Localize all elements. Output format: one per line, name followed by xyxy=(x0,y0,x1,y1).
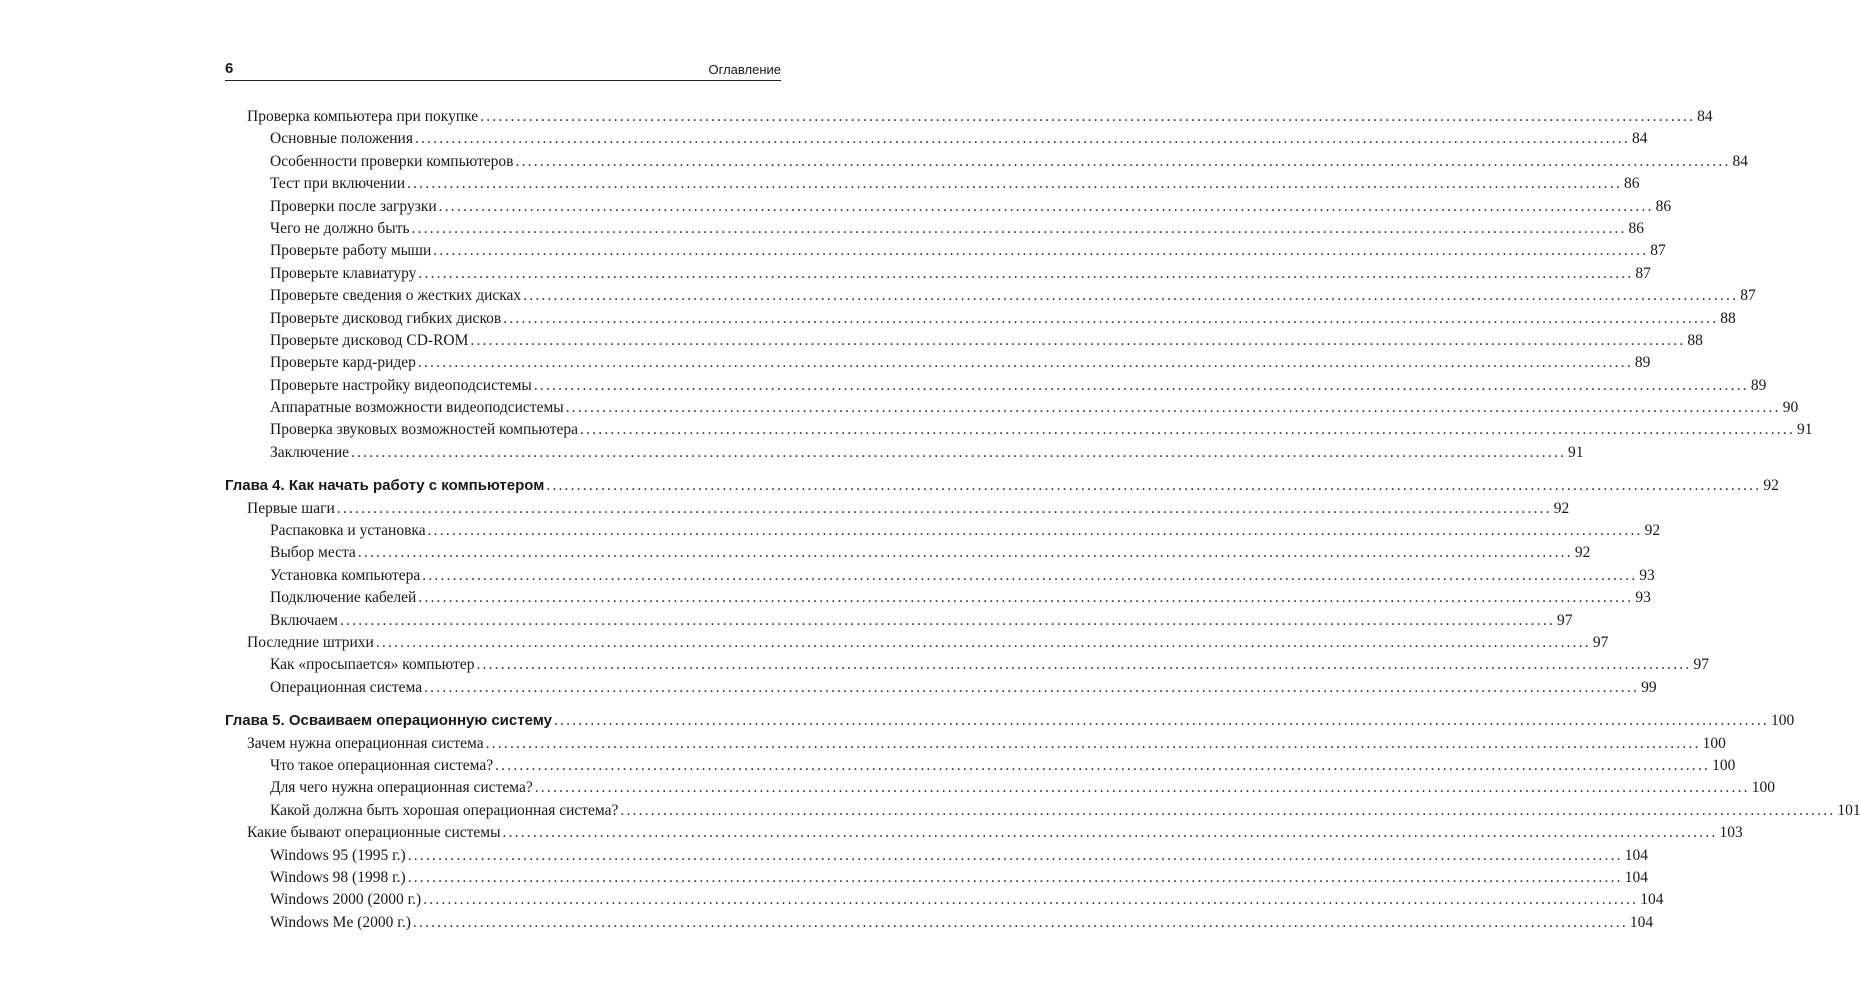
toc-entry-title: Чего не должно быть xyxy=(270,219,410,237)
toc-entry xyxy=(225,375,1767,397)
chapter-gap xyxy=(225,699,781,710)
dot-leader: ........................................................................................................................................................................................................ xyxy=(502,824,1718,842)
dot-leader: ........................................................................................................................................................................................................ xyxy=(407,175,1623,193)
toc-entry-title: Тест при включении xyxy=(270,175,406,193)
toc-entry-page: 84 xyxy=(1631,130,1648,148)
toc-entry-page: 104 xyxy=(1629,913,1654,931)
toc-entry xyxy=(225,733,1726,755)
toc-entry-page: 86 xyxy=(1655,197,1672,215)
dot-leader: ........................................................................................................................................................................................................ xyxy=(565,399,1781,417)
toc-entry xyxy=(225,151,1749,173)
toc-entry xyxy=(225,822,1743,844)
toc-entry xyxy=(225,867,1648,889)
toc-entry-page: 91 xyxy=(1797,421,1813,439)
dot-leader: ........................................................................................................................................................................................................ xyxy=(476,656,1692,674)
dot-leader: ........................................................................................................................................................................................................ xyxy=(503,309,1719,327)
dot-leader: ........................................................................................................................................................................................................ xyxy=(375,633,1591,651)
toc-entry xyxy=(225,106,1713,128)
dot-leader: ........................................................................................................................................................................................................ xyxy=(495,756,1711,774)
toc-entry xyxy=(225,173,1640,195)
dot-leader: ........................................................................................................................................................................................................ xyxy=(417,354,1633,372)
toc-entry xyxy=(225,442,1584,464)
toc-entry-page: 86 xyxy=(1624,175,1640,193)
toc-entry-title: Проверьте кард-ридер xyxy=(270,354,416,372)
dot-leader: ........................................................................................................................................................................................................ xyxy=(418,264,1634,282)
toc-entry xyxy=(225,285,1756,307)
toc-entry-page: 88 xyxy=(1720,309,1736,327)
toc-entry-page: 97 xyxy=(1592,633,1609,651)
toc-entry-title: Выбор места xyxy=(270,544,356,562)
toc-entry-title: Распаковка и установка xyxy=(270,522,426,540)
toc-entry xyxy=(225,542,1591,564)
dot-leader: ........................................................................................................................................................................................................ xyxy=(427,522,1643,540)
toc-entry-page: 104 xyxy=(1624,868,1648,886)
toc-entry-page: 90 xyxy=(1782,399,1799,417)
toc-entry xyxy=(225,912,1654,934)
toc-entry xyxy=(225,128,1648,150)
dot-leader: ........................................................................................................................................................................................................ xyxy=(433,242,1649,260)
dot-leader: ........................................................................................................................................................................................................ xyxy=(414,130,1630,148)
dot-leader: ........................................................................................................................................................................................................ xyxy=(357,544,1573,562)
dot-leader: ........................................................................................................................................................................................................ xyxy=(515,152,1731,170)
toc-entry xyxy=(225,352,1651,374)
toc-entry-page: 86 xyxy=(1628,219,1645,237)
toc-entry-page: 87 xyxy=(1740,287,1756,305)
toc-entry-title: Зачем нужна операционная система xyxy=(247,734,484,752)
toc-entry xyxy=(225,308,1736,330)
toc-entry xyxy=(225,610,1573,632)
toc-entry xyxy=(225,498,1570,520)
toc-entry xyxy=(225,263,1651,285)
dot-leader: ........................................................................................................................................................................................................ xyxy=(533,376,1749,394)
toc-entry-page: 100 xyxy=(1712,756,1736,774)
toc-entry xyxy=(225,632,1609,654)
toc-entry-title: Аппаратные возможности видеоподсистемы xyxy=(270,399,564,417)
toc-chapter-entry xyxy=(225,475,1779,497)
toc-entry-page: 104 xyxy=(1640,891,1664,909)
dot-leader: ........................................................................................................................................................................................................ xyxy=(480,108,1696,125)
toc-entry-title: Глава 5. Осваиваем операционную систему xyxy=(225,712,552,730)
toc-entry-page: 92 xyxy=(1574,544,1591,562)
toc-entry xyxy=(225,587,1651,609)
toc-entry-title: Проверки после загрузки xyxy=(270,197,437,215)
dot-leader: ........................................................................................................................................................................................................ xyxy=(424,678,1640,696)
toc-entry xyxy=(225,419,1813,441)
toc-entry-title: Windows 98 (1998 г.) xyxy=(270,868,406,886)
toc-entry xyxy=(225,520,1661,542)
dot-leader: ........................................................................................................................................................................................................ xyxy=(336,499,1552,517)
toc-entry-page: 100 xyxy=(1702,734,1726,752)
toc-entry-title: Проверьте дисковод гибких дисков xyxy=(270,309,502,327)
toc-entry-title: Подключение кабелей xyxy=(270,589,417,607)
toc-entry-page: 97 xyxy=(1556,611,1573,629)
toc-entry-page: 99 xyxy=(1641,678,1657,696)
page-number: 6 xyxy=(225,60,234,77)
toc-entry-title: Первые шаги xyxy=(247,499,335,517)
toc-entry-page: 92 xyxy=(1763,477,1779,495)
dot-leader: ........................................................................................................................................................................................................ xyxy=(411,219,1627,237)
dot-leader: ........................................................................................................................................................................................................ xyxy=(412,913,1628,931)
toc-entry-title: Глава 4. Как начать работу с компьютером xyxy=(225,477,545,495)
toc-entry xyxy=(225,654,1709,676)
toc-entry-title: Заключение xyxy=(270,443,350,461)
toc-entry-page: 97 xyxy=(1693,656,1709,674)
toc-entry-page: 100 xyxy=(1770,712,1795,730)
book-page xyxy=(225,56,1861,956)
toc-entry-title: Для чего нужна операционная система? xyxy=(270,779,533,797)
dot-leader: ........................................................................................................................................................................................................ xyxy=(339,611,1555,629)
toc-entry-page: 84 xyxy=(1697,108,1713,125)
dot-leader: ........................................................................................................................................................................................................ xyxy=(418,589,1634,607)
page-header xyxy=(225,56,781,81)
toc-entry-page: 103 xyxy=(1719,824,1743,842)
toc-entry-page: 88 xyxy=(1687,331,1703,349)
toc-entry xyxy=(225,196,1672,218)
toc-entry-page: 89 xyxy=(1634,354,1651,372)
chapter-gap xyxy=(225,464,781,475)
toc-entry-title: Проверьте дисковод CD-ROM xyxy=(270,331,469,349)
toc-entry-title: Последние штрихи xyxy=(247,633,374,651)
toc-entry-title: Как «просыпается» компьютер xyxy=(270,656,475,674)
dot-leader: ........................................................................................................................................................................................................ xyxy=(351,443,1567,461)
dot-leader: ........................................................................................................................................................................................................ xyxy=(407,846,1623,864)
dot-leader: ........................................................................................................................................................................................................ xyxy=(423,891,1639,909)
toc-entry-title: Проверьте настройку видеоподсистемы xyxy=(270,376,532,394)
toc-entry-page: 104 xyxy=(1624,846,1648,864)
toc-entry-title: Проверьте сведения о жестких дисках xyxy=(270,287,522,305)
toc-entry-page: 92 xyxy=(1553,499,1570,517)
dot-leader: ........................................................................................................................................................................................................ xyxy=(485,734,1701,752)
toc-entry-page: 87 xyxy=(1635,264,1651,282)
dot-leader: ........................................................................................................................................................................................................ xyxy=(470,331,1686,349)
toc-entry-title: Основные положения xyxy=(270,130,413,148)
dot-leader: ........................................................................................................................................................................................................ xyxy=(620,801,1836,819)
running-title: Оглавление xyxy=(708,62,781,77)
toc-entry xyxy=(225,240,1666,262)
toc-entry-title: Что такое операционная система? xyxy=(270,756,494,774)
toc-entry-page: 91 xyxy=(1568,443,1584,461)
toc-entry-title: Windows 95 (1995 г.) xyxy=(270,846,406,864)
toc-entry xyxy=(225,565,1655,587)
toc-entry xyxy=(225,800,1861,822)
dot-leader: ........................................................................................................................................................................................................ xyxy=(407,868,1623,886)
toc-entry-page: 100 xyxy=(1751,779,1775,797)
toc-entry-title: Особенности проверки компьютеров xyxy=(270,152,514,170)
toc-entry xyxy=(225,218,1645,240)
table-of-contents xyxy=(225,106,1861,934)
toc-entry-page: 101 xyxy=(1837,801,1861,819)
toc-entry-title: Какой должна быть хорошая операционная система? xyxy=(270,801,619,819)
toc-entry xyxy=(225,397,1799,419)
toc-entry xyxy=(225,330,1703,352)
toc-entry xyxy=(225,755,1736,777)
dot-leader: ........................................................................................................................................................................................................ xyxy=(438,197,1654,215)
toc-entry-title: Проверка звуковых возможностей компьютера xyxy=(270,421,579,439)
toc-entry-title: Проверьте клавиатуру xyxy=(270,264,417,282)
toc-entry-title: Проверьте работу мыши xyxy=(270,242,432,260)
dot-leader: ........................................................................................................................................................................................................ xyxy=(534,779,1750,797)
toc-entry-page: 89 xyxy=(1750,376,1767,394)
toc-entry-page: 93 xyxy=(1635,589,1651,607)
toc-entry-title: Операционная система xyxy=(270,678,423,696)
toc-entry xyxy=(225,777,1775,799)
toc-entry-title: Windows Me (2000 г.) xyxy=(270,913,411,931)
dot-leader: ........................................................................................................................................................................................................ xyxy=(546,477,1762,495)
dot-leader: ........................................................................................................................................................................................................ xyxy=(580,421,1796,439)
dot-leader: ........................................................................................................................................................................................................ xyxy=(422,566,1638,584)
toc-entry xyxy=(225,677,1657,699)
toc-chapter-entry xyxy=(225,710,1795,732)
toc-entry-page: 93 xyxy=(1639,566,1655,584)
dot-leader: ........................................................................................................................................................................................................ xyxy=(553,712,1769,730)
toc-entry-title: Windows 2000 (2000 г.) xyxy=(270,891,422,909)
toc-entry-title: Установка компьютера xyxy=(270,566,421,584)
toc-entry-page: 87 xyxy=(1650,242,1666,260)
toc-entry-page: 84 xyxy=(1732,152,1749,170)
toc-entry-title: Включаем xyxy=(270,611,338,629)
toc-entry-title: Какие бывают операционные системы xyxy=(247,824,501,842)
toc-entry-title: Проверка компьютера при покупке xyxy=(247,108,479,125)
dot-leader: ........................................................................................................................................................................................................ xyxy=(523,287,1739,305)
toc-entry xyxy=(225,889,1664,911)
toc-entry-page: 92 xyxy=(1644,522,1661,540)
toc-entry xyxy=(225,845,1648,867)
